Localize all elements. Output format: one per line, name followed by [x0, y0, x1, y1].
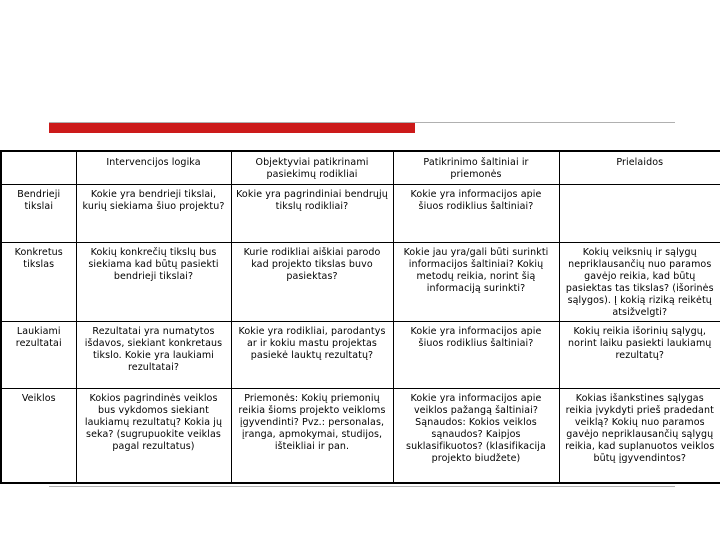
table-row	[1, 388, 720, 483]
table-cell: Kurie rodikliai aiškiai parodo kad projekto tikslas buvo pasiektas?	[231, 242, 393, 321]
row-label: Laukiami rezultatai	[1, 321, 76, 388]
logical-framework-table	[0, 150, 720, 484]
table-cell: Kokie yra informacijos apie šiuos rodiklius šaltiniai?	[393, 321, 559, 388]
table-cell: Priemonės: Kokių priemonių reikia šioms projekto veikloms įgyvendinti? Pvz.: personalas, įranga, apmokymai, studijos, išteikliai ir pan.	[231, 388, 393, 483]
table-cell: Kokių reikia išorinių sąlygų, norint laiku pasiekti laukiamų rezultatų?	[559, 321, 720, 388]
header-cell-verification-sources: Patikrinimo šaltiniai ir priemonės	[393, 151, 559, 184]
header-cell-assumptions: Prielaidos	[559, 151, 720, 184]
table-cell: Kokie yra informacijos apie šiuos rodiklius šaltiniai?	[393, 184, 559, 242]
row-label: Konkretus tikslas	[1, 242, 76, 321]
header-cell-intervention-logic: Intervencijos logika	[76, 151, 231, 184]
table-cell: Rezultatai yra numatytos išdavos, siekiant konkretaus tikslo. Kokie yra laukiami rezultatai?	[76, 321, 231, 388]
table-header-row	[1, 151, 720, 184]
table-cell	[559, 184, 720, 242]
table-cell: Kokie jau yra/gali būti surinkti informacijos šaltiniai? Kokių metodų reikia, norint šią informaciją surinkti?	[393, 242, 559, 321]
table-row	[1, 242, 720, 321]
table-cell: Kokie yra informacijos apie veiklos pažangą šaltiniai? Sąnaudos: Kokios veiklos sąnaudos? Kaipjos suklasifikuotos? (klasifikacija projekto biudžete)	[393, 388, 559, 483]
table-cell: Kokie yra bendrieji tikslai, kurių siekiama šiuo projektu?	[76, 184, 231, 242]
header-cell-corner	[1, 151, 76, 184]
table-cell: Kokie yra pagrindiniai bendrųjų tikslų rodikliai?	[231, 184, 393, 242]
table-cell: Kokias išankstines sąlygas reikia įvykdyti prieš pradedant veiklą? Kokių nuo paramos gavėjo nepriklausančių sąlygų reikia, kad suplanuotos veiklos būtų įgyvendintos?	[559, 388, 720, 483]
row-label: Bendrieji tikslai	[1, 184, 76, 242]
table-row	[1, 184, 720, 242]
accent-bar	[49, 123, 415, 133]
bottom-rule	[49, 486, 675, 487]
row-label: Veiklos	[1, 388, 76, 483]
table-row	[1, 321, 720, 388]
table-cell: Kokios pagrindinės veiklos bus vykdomos siekiant laukiamų rezultatų? Kokia jų seka? (sugrupuokite veiklas pagal rezultatus)	[76, 388, 231, 483]
table-cell: Kokie yra rodikliai, parodantys ar ir kokiu mastu projektas pasiekė lauktų rezultatų?	[231, 321, 393, 388]
table-cell: Kokių konkrečių tikslų bus siekiama kad būtų pasiekti bendrieji tikslai?	[76, 242, 231, 321]
table-cell: Kokių veiksnių ir sąlygų nepriklausančių nuo paramos gavėjo reikia, kad būtų pasiektas tas tikslas? (išorinės sąlygos). Į kokią riziką reikėtų atsižvelgti?	[559, 242, 720, 321]
header-cell-indicators: Objektyviai patikrinami pasiekimų rodikliai	[231, 151, 393, 184]
